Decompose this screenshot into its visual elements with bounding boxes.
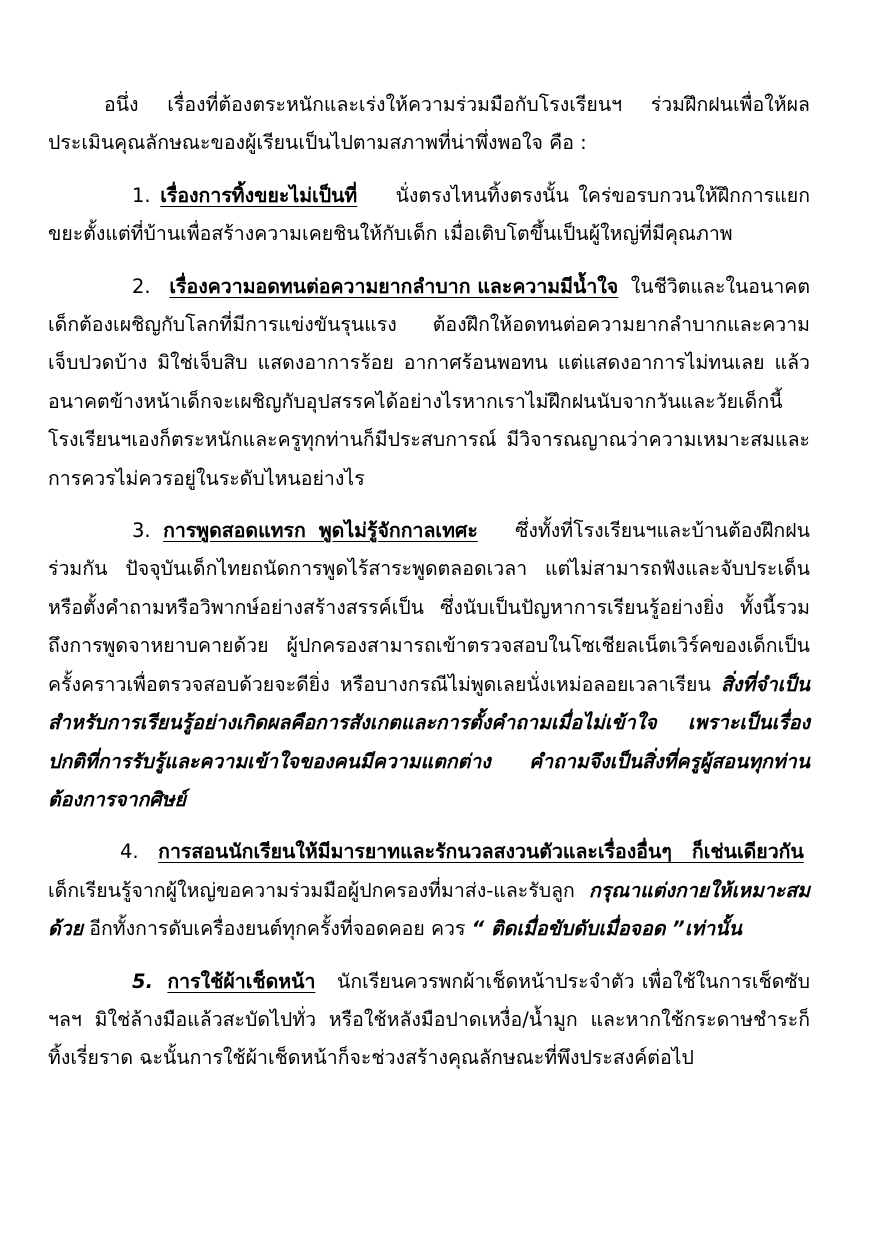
item-2-number: 2. [132,274,151,298]
item-4-emphasis-dress: กรุณาแต่งกายให้เหมาะสมด้วย [48,878,810,941]
item-4-topic: การสอนนักเรียนให้มีมารยาทและรักนวลสงวนตัวและเรื่องอื่นๆ ก็เช่นเดียวกัน [158,840,804,864]
item-4-number: 4. [120,840,139,864]
item-5-topic: การใช้ผ้าเช็ดหน้า [167,969,316,993]
item-1-paragraph [48,177,810,254]
document-page [48,86,810,1078]
item-5-number: 5. [132,969,153,993]
intro-text: อนึ่ง เรื่องที่ต้องตระหนักและเร่งให้ความร่วมมือกับโรงเรียนฯ ร่วมฝึกฝนเพื่อให้ผลประเมินคุณลักษณะของผู้เรียนเป็นไปตามสภาพที่น่าพึ่งพอใจ คือ : [48,93,810,155]
item-4-text-before: เด็กเรียนรู้จากผู้ใหญ่ขอความร่วมมือผู้ปกครองที่มาส่ง-และรับลูก [48,878,575,902]
item-3-paragraph [48,512,810,819]
item-1-topic: เรื่องการทิ้งขยะไม่เป็นที่ [160,183,358,207]
item-3-emphasis: สิ่งที่จำเป็นสำหรับการเรียนรู้อย่างเกิดผลคือการสังเกตและการตั้งคำถามเมื่อไม่เข้าใจ เพราะเป็นเรื่องปกติที่การรับรู้และความเข้าใจของคนมีความแตกต่าง คำถามจึงเป็นสิ่งที่ครูผู้สอนทุกท่านต้องการจากศิษย์ [48,672,810,811]
item-4-emphasis-engine: “ ติดเมื่อขับดับเมื่อจอด ”เท่านั้น [471,917,742,941]
item-3-text: ซึ่งทั้งที่โรงเรียนฯและบ้านต้องฝึกฝนร่วมกัน ปัจจุบันเด็กไทยถนัดการพูดไร้สาระพูดตลอดเวลา แต่ไม่สามารถฟังและจับประเด็นหรือตั้งคำถามหรือวิพากษ์อย่างสร้างสรรค์เป็น ซึ่งนับเป็นปัญหาการเรียนรู้อย่างยิ่ง ทั้งนี้รวมถึงการพูดจาหยาบคายด้วย ผู้ปกครองสามารถเข้าตรวจสอบในโซเชียลเน็ตเวิร์คของเด็กเป็นครั้งคราวเพื่อตรวจสอบด้วยจะดียิ่ง หรือบางกรณีไม่พูดเลยนั่งเหม่อลอยเวลาเรียน [48,519,810,696]
item-5-text: นักเรียนควรพกผ้าเช็ดหน้าประจำตัว เพื่อใช้ในการเช็ดซับ ฯลฯ มิใช่ล้างมือแล้วสะบัดไปทั่ว หรือใช้หลังมือปาดเหงื่อ/น้ำมูก และหากใช้กระดาษชำระก็ทิ้งเรี่ยราด ฉะนั้นการใช้ผ้าเช็ดหน้าก็จะช่วงสร้างคุณลักษณะที่พึงประสงค์ต่อไป [48,969,810,1070]
item-2-paragraph [48,268,810,498]
item-3-number: 3. [132,519,151,543]
intro-paragraph [48,86,810,163]
item-5-paragraph [48,963,810,1078]
item-4-paragraph [48,833,810,948]
item-3-topic: การพูดสอดแทรก พูดไม่รู้จักกาลเทศะ [163,519,478,543]
item-2-text: ในชีวิตและในอนาคตเด็กต้องเผชิญกับโลกที่มีการแข่งขันรุนแรง ต้องฝึกให้อดทนต่อความยากลำบากและความเจ็บปวดบ้าง มิใช่เจ็บสิบ แสดงอาการร้อย อากาศร้อนพอทน แต่แสดงอาการไม่ทนเลย แล้วอนาคตข้างหน้าเด็กจะเผชิญกับอุปสรรคได้อย่างไรหากเราไม่ฝึกฝนนับจากวันและวัยเด็กนี้ โรงเรียนฯเองก็ตระหนักและครูทุกท่านก็มีประสบการณ์ มีวิจารณญาณว่าความเหมาะสมและการควรไม่ควรอยู่ในระดับไหนอย่างไร [48,274,810,490]
item-2-topic: เรื่องความอดทนต่อความยากลำบาก และความมีน้ำใจ [169,274,619,298]
item-1-number: 1. [132,183,151,207]
item-1-text: นั่งตรงไหนทิ้งตรงนั้น ใคร่ขอรบกวนให้ฝึกการแยกขยะตั้งแต่ที่บ้านเพื่อสร้างความเคยชินให้กับเด็ก เมื่อเติบโตขึ้นเป็นผู้ใหญ่ที่มีคุณภาพ [48,183,810,246]
item-4-text-middle: อีกทั้งการดับเครื่องยนต์ทุกครั้งที่จอดคอย ควร [89,917,466,941]
